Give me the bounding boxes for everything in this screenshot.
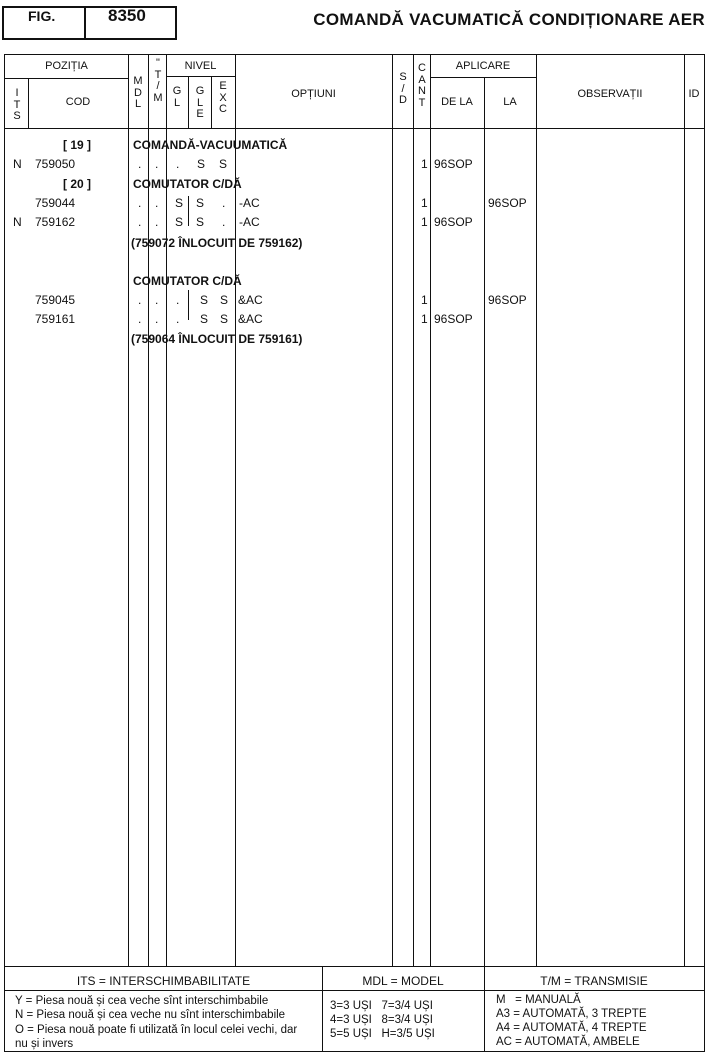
row-from: 96SOP bbox=[434, 215, 473, 229]
row-tm: . bbox=[155, 196, 159, 210]
row-group-code: [ 19 ] bbox=[63, 138, 92, 152]
legend-its-line: O = Piesa nouă poate fi utilizată în locul celei vechi, dar bbox=[15, 1024, 298, 1036]
col-line-optiuni bbox=[392, 54, 393, 966]
row-quantity: 1 bbox=[421, 157, 428, 171]
row-option: -AC bbox=[239, 196, 260, 210]
legend-tm-line: AC = AUTOMATĂ, AMBELE bbox=[496, 1036, 640, 1048]
aplicare-underline bbox=[430, 77, 536, 78]
row-gl: S bbox=[175, 196, 184, 210]
row-description: COMANDĂ-VACUUMATICĂ bbox=[133, 138, 288, 152]
row-gle: S bbox=[197, 157, 206, 171]
parts-table bbox=[4, 54, 705, 1052]
legend-tm-line: A3 = AUTOMATĂ, 3 TREPTE bbox=[496, 1008, 647, 1020]
row-gle: S bbox=[200, 312, 209, 326]
row-from: 96SOP bbox=[434, 157, 473, 171]
legend-title-line bbox=[5, 990, 704, 991]
header-sd: S / D bbox=[399, 71, 407, 106]
row-part-code: 759162 bbox=[35, 215, 76, 229]
legend-mdl-line: 4=3 UȘI 8=3/4 UȘI bbox=[330, 1014, 433, 1026]
header-gle: G L E bbox=[195, 85, 205, 120]
col-line-de-la bbox=[484, 77, 485, 966]
row-part-code: 759044 bbox=[35, 196, 76, 210]
figure-number: 8350 bbox=[108, 6, 146, 25]
row-exc: S bbox=[220, 293, 229, 307]
row-exc: S bbox=[220, 312, 229, 326]
legend-tm-line: M = MANUALĂ bbox=[496, 994, 581, 1006]
row-part-code: 759045 bbox=[35, 293, 76, 307]
row-to: 96SOP bbox=[488, 293, 527, 307]
row-gl: . bbox=[176, 157, 180, 171]
col-line-cant bbox=[430, 54, 431, 966]
replacement-note: (759064 ÎNLOCUIT DE 759161) bbox=[131, 332, 303, 346]
header-la: LA bbox=[503, 96, 517, 108]
header-its: I T S bbox=[13, 87, 21, 122]
legend-its-line: N = Piesa nouă și cea veche nu sînt interschimbabile bbox=[15, 1009, 286, 1021]
nivel-underline bbox=[166, 76, 235, 77]
header-aplicare: APLICARE bbox=[455, 60, 511, 72]
header-mdl: M D L bbox=[133, 75, 143, 110]
row-tm: . bbox=[155, 293, 159, 307]
header-gl: G L bbox=[172, 85, 182, 109]
col-line-gl bbox=[188, 76, 189, 128]
header-nivel: NIVEL bbox=[184, 60, 217, 72]
row-from: 96SOP bbox=[434, 312, 473, 326]
row-gl: . bbox=[176, 293, 180, 307]
header-optiuni: OPȚIUNI bbox=[291, 88, 336, 100]
legend-tm-title: T/M = TRANSMISIE bbox=[540, 974, 648, 988]
legend-its-title: ITS = INTERSCHIMBABILITATE bbox=[76, 974, 251, 988]
row-mdl: . bbox=[138, 312, 142, 326]
row-gle: S bbox=[196, 196, 205, 210]
row-gl: S bbox=[175, 215, 184, 229]
row-its: N bbox=[13, 157, 22, 171]
legend-top-line bbox=[5, 966, 704, 967]
row-part-code: 759161 bbox=[35, 312, 76, 326]
header-cod: COD bbox=[65, 96, 91, 108]
col-line-observatii bbox=[684, 54, 685, 966]
nivel-tick bbox=[166, 196, 167, 218]
col-line-la bbox=[536, 54, 537, 966]
nivel-tick bbox=[188, 196, 189, 226]
row-gle: S bbox=[196, 215, 205, 229]
row-option: &AC bbox=[238, 312, 263, 326]
row-part-code: 759050 bbox=[35, 157, 76, 171]
nivel-tick bbox=[188, 290, 189, 320]
page-title: COMANDĂ VACUMATICĂ CONDIȚIONARE AER bbox=[313, 10, 705, 29]
header-observatii: OBSERVAȚII bbox=[577, 88, 643, 100]
row-its: N bbox=[13, 215, 22, 229]
row-exc: . bbox=[222, 196, 226, 210]
row-tm: . bbox=[155, 157, 159, 171]
row-mdl: . bbox=[138, 293, 142, 307]
row-gle: S bbox=[200, 293, 209, 307]
legend-mdl-line: 5=5 UȘI H=3/5 UȘI bbox=[330, 1028, 435, 1040]
row-to: 96SOP bbox=[488, 196, 527, 210]
legend-tm-line: A4 = AUTOMATĂ, 4 TREPTE bbox=[496, 1022, 647, 1034]
row-tm: . bbox=[155, 215, 159, 229]
col-line-gle bbox=[211, 76, 212, 128]
row-mdl: . bbox=[138, 215, 142, 229]
row-quantity: 1 bbox=[421, 312, 428, 326]
figure-label: FIG. bbox=[28, 8, 56, 24]
row-quantity: 1 bbox=[421, 293, 428, 307]
row-mdl: . bbox=[138, 157, 142, 171]
row-option: -AC bbox=[239, 215, 260, 229]
col-line-cod bbox=[128, 54, 129, 966]
replacement-note: (759072 ÎNLOCUIT DE 759162) bbox=[131, 236, 303, 250]
header-bottom-line bbox=[5, 128, 704, 129]
row-exc: . bbox=[222, 215, 226, 229]
legend-mdl-title: MDL = MODEL bbox=[362, 974, 444, 988]
row-exc: S bbox=[219, 157, 228, 171]
row-description: COMUTATOR C/DĂ bbox=[133, 274, 242, 288]
col-line-sd bbox=[413, 54, 414, 966]
header-de-la: DE LA bbox=[441, 96, 473, 108]
header-exc: E X C bbox=[219, 80, 227, 115]
header-pozitia: POZIȚIA bbox=[45, 60, 88, 72]
row-tm: . bbox=[155, 312, 159, 326]
header-tm: " T / M bbox=[153, 57, 163, 104]
header-id: ID bbox=[688, 88, 700, 100]
pozitia-underline bbox=[5, 78, 128, 79]
legend-its-line: Y = Piesa nouă și cea veche sînt interschimbabile bbox=[15, 995, 269, 1007]
header-cant: C A N T bbox=[418, 62, 426, 109]
row-mdl: . bbox=[138, 196, 142, 210]
legend-its-line: nu și invers bbox=[15, 1038, 74, 1050]
row-option: &AC bbox=[238, 293, 263, 307]
row-gl: . bbox=[176, 312, 180, 326]
row-group-code: [ 20 ] bbox=[63, 177, 92, 191]
legend-mdl-line: 3=3 UȘI 7=3/4 UȘI bbox=[330, 1000, 433, 1012]
row-quantity: 1 bbox=[421, 196, 428, 210]
row-description: COMUTATOR C/DĂ bbox=[133, 177, 242, 191]
row-quantity: 1 bbox=[421, 215, 428, 229]
